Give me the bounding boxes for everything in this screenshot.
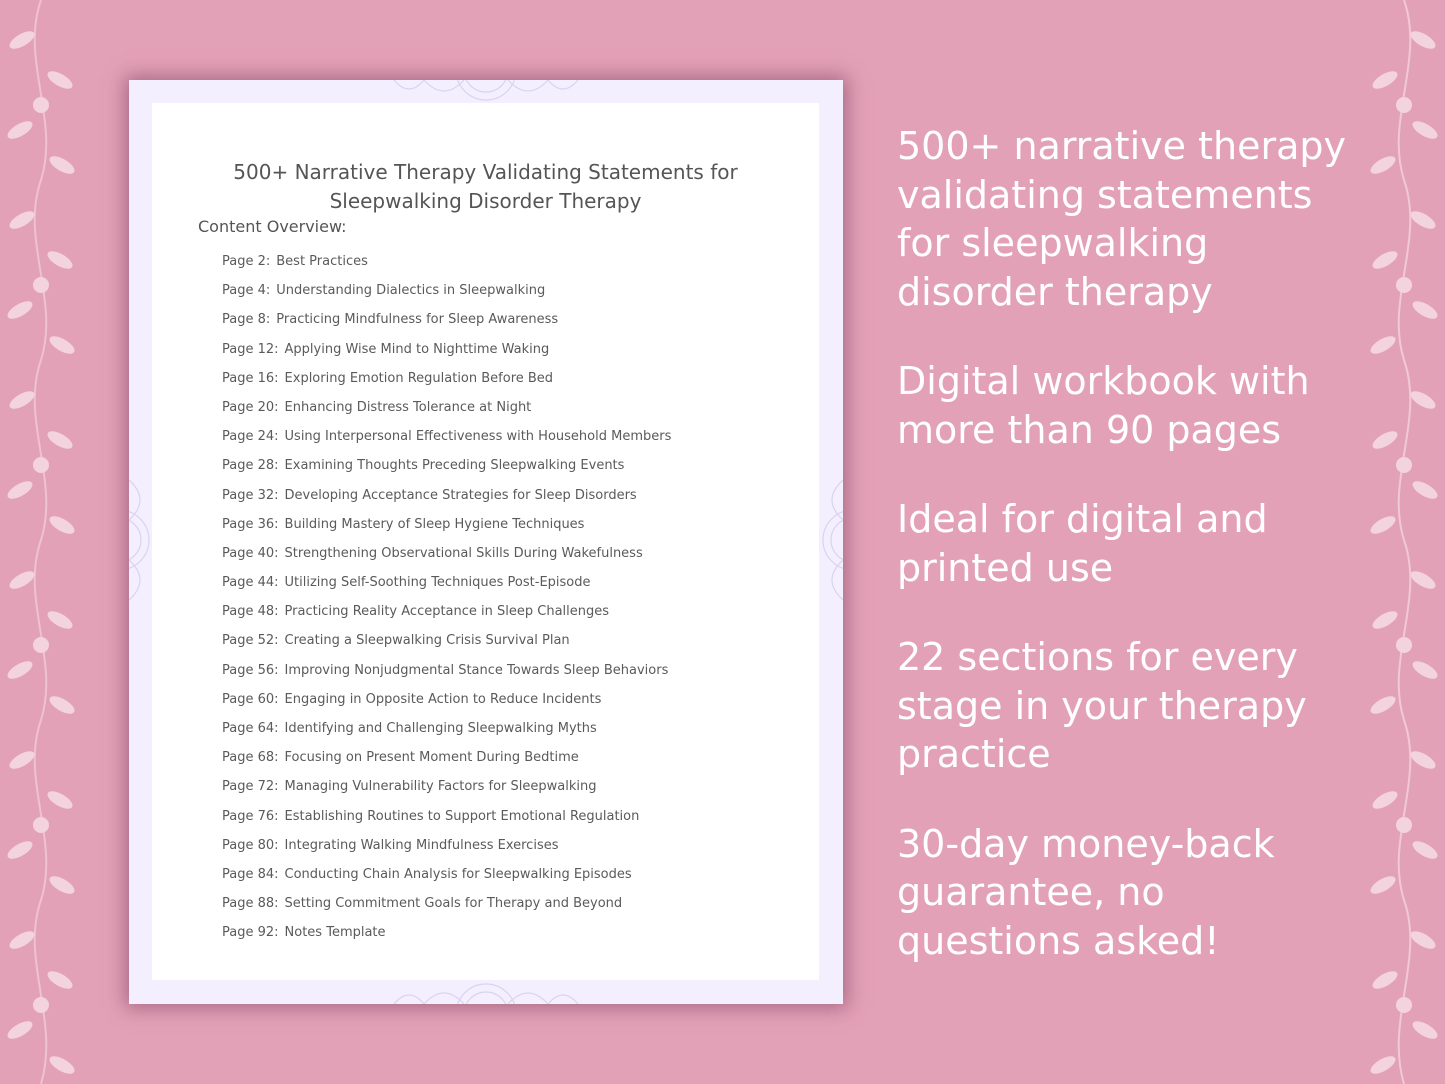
mandala-right-icon [820, 450, 843, 630]
toc-page-number: Page 56: [222, 662, 279, 678]
toc-page-number: Page 8: [222, 312, 271, 328]
toc-page-number: Page 4: [222, 283, 271, 299]
toc-section-title: Engaging in Opposite Action to Reduce Incidents [284, 691, 602, 707]
workbook-page-preview [129, 80, 843, 1004]
toc-section-title: Examining Thoughts Preceding Sleepwalking Events [284, 458, 625, 474]
toc-section-title: Notes Template [284, 925, 386, 941]
toc-item [222, 779, 671, 808]
toc-section-title: Exploring Emotion Regulation Before Bed [284, 370, 554, 386]
toc-item [222, 721, 671, 750]
toc-section-title: Practicing Mindfulness for Sleep Awareness [276, 312, 559, 328]
toc-item [222, 371, 671, 400]
toc-section-title: Developing Acceptance Strategies for Sleep Disorders [284, 487, 637, 503]
toc-section-title: Strengthening Observational Skills During Wakefulness [284, 545, 643, 561]
toc-page-number: Page 28: [222, 458, 279, 474]
toc-page-number: Page 80: [222, 837, 279, 853]
toc-page-number: Page 76: [222, 808, 279, 824]
toc-item [222, 692, 671, 721]
toc-page-number: Page 60: [222, 691, 279, 707]
toc-item [222, 838, 671, 867]
toc-section-title: Identifying and Challenging Sleepwalking Myths [284, 721, 597, 736]
feature-item: 22 sections for every stage in your therapy practice [897, 635, 1307, 776]
toc-page-number: Page 68: [222, 750, 279, 766]
toc-section-title: Enhancing Distress Tolerance at Night [284, 399, 532, 415]
toc-item [222, 633, 671, 662]
mandala-top-icon [384, 80, 588, 103]
toc-page-number: Page 24: [222, 429, 279, 445]
toc-page-number: Page 92: [222, 925, 279, 941]
toc-page-number: Page 12: [222, 341, 279, 357]
toc-item [222, 400, 671, 429]
feature-item: 500+ narrative therapy validating statements for sleepwalking disorder therapy [897, 124, 1346, 314]
toc-section-title: Building Mastery of Sleep Hygiene Techniques [284, 516, 585, 532]
toc-item [222, 809, 671, 838]
toc-item [222, 546, 671, 575]
toc-item [222, 254, 671, 283]
toc-item [222, 750, 671, 779]
toc-item [222, 429, 671, 458]
toc-item [222, 488, 671, 517]
toc-section-title: Using Interpersonal Effectiveness with Household Members [284, 429, 672, 445]
toc-section-title: Creating a Sleepwalking Crisis Survival Plan [284, 633, 570, 649]
toc-section-title: Focusing on Present Moment During Bedtime [284, 750, 579, 766]
toc-page-number: Page 40: [222, 545, 279, 561]
toc-section-title: Integrating Walking Mindfulness Exercises [284, 837, 559, 853]
toc-page-number: Page 72: [222, 779, 279, 795]
mandala-left-icon [129, 450, 152, 630]
toc-section-title: Managing Vulnerability Factors for Sleepwalking [284, 779, 597, 795]
feature-item: 30-day money-back guarantee, no questions asked! [897, 821, 1275, 963]
toc-section-title: Practicing Reality Acceptance in Sleep Challenges [284, 604, 610, 620]
toc-item [222, 867, 671, 896]
toc-item [222, 575, 671, 604]
toc-item [222, 663, 671, 692]
toc-page-number: Page 44: [222, 575, 279, 591]
content-overview-heading: Content Overview: [198, 217, 347, 236]
page-content [152, 103, 819, 980]
toc-section-title: Utilizing Self-Soothing Techniques Post-Episode [284, 575, 591, 591]
toc-item [222, 925, 671, 954]
feature-item: Digital workbook with more than 90 pages [897, 359, 1310, 452]
toc-item [222, 312, 671, 341]
toc-section-title: Understanding Dialectics in Sleepwalking [276, 283, 546, 299]
floral-vine-right-icon [1363, 0, 1445, 1084]
toc-section-title: Setting Commitment Goals for Therapy and Beyond [284, 896, 623, 912]
toc-item [222, 458, 671, 487]
toc-item [222, 604, 671, 633]
toc-item [222, 342, 671, 371]
toc-page-number: Page 16: [222, 370, 279, 386]
toc-section-title: Applying Wise Mind to Nighttime Waking [284, 341, 550, 357]
toc-section-title: Establishing Routines to Support Emotional Regulation [284, 808, 640, 824]
floral-vine-left-icon [0, 0, 82, 1084]
toc-page-number: Page 48: [222, 604, 279, 620]
toc-page-number: Page 64: [222, 721, 279, 736]
toc-item [222, 283, 671, 312]
toc-section-title: Conducting Chain Analysis for Sleepwalking Episodes [284, 866, 632, 882]
toc-page-number: Page 20: [222, 399, 279, 415]
toc-item [222, 517, 671, 546]
feature-list [897, 122, 1357, 1006]
table-of-contents [222, 254, 671, 955]
toc-page-number: Page 2: [222, 254, 271, 269]
toc-section-title: Improving Nonjudgmental Stance Towards Sleep Behaviors [284, 662, 669, 678]
toc-section-title: Best Practices [276, 254, 368, 269]
feature-item: Ideal for digital and printed use [897, 497, 1268, 590]
toc-page-number: Page 32: [222, 487, 279, 503]
mandala-bottom-icon [384, 981, 588, 1004]
toc-page-number: Page 84: [222, 866, 279, 882]
toc-item [222, 896, 671, 925]
toc-page-number: Page 52: [222, 633, 279, 649]
document-title: 500+ Narrative Therapy Validating Statements for Sleepwalking Disorder Therapy [233, 160, 738, 213]
toc-page-number: Page 36: [222, 516, 279, 532]
toc-page-number: Page 88: [222, 896, 279, 912]
